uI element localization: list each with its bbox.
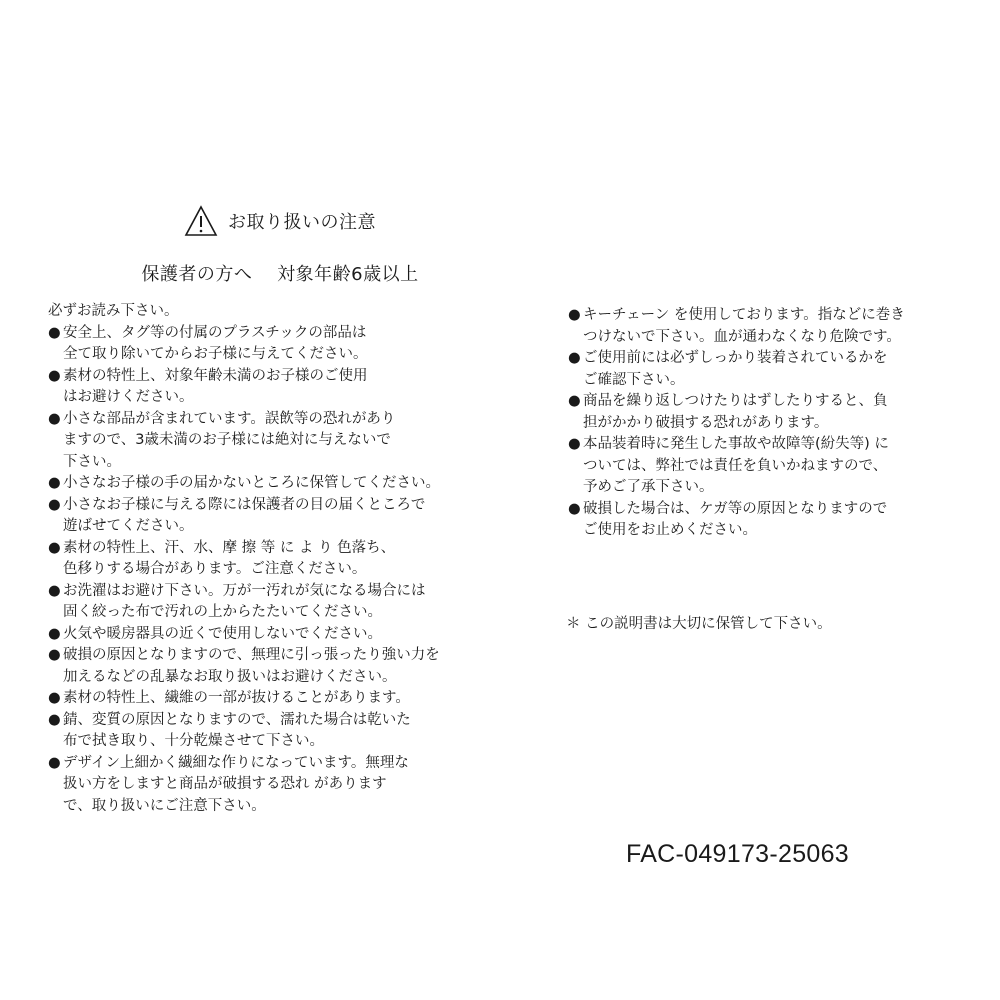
item-text: キーチェーン を使用しております。指などに巻き: [583, 307, 905, 323]
item-text: 商品を繰り返しつけたりはずしたりすると、負: [583, 393, 888, 409]
item-text: 素材の特性上、繊維の一部が抜けることがあります。: [63, 690, 410, 706]
item-text: 下さい。: [63, 453, 121, 470]
item-text: 素材の特性上、対象年齢未満のお子様のご使用: [63, 367, 368, 384]
list-item: [48, 710, 488, 753]
list-item: [48, 581, 488, 624]
list-item: [48, 538, 488, 581]
item-text: デザイン上細かく繊細な作りになっています。無理な: [63, 754, 409, 771]
right-notes: [568, 305, 968, 542]
item-text: ますので、3歳未満のお子様には絶対に与えないで: [63, 432, 391, 448]
item-text: 破損の原因となりますので、無理に引っ張ったり強い力を: [63, 647, 440, 663]
item-text: ご確認下さい。: [583, 371, 685, 388]
keep-manual-note: ＊ この説明書は大切に保管して下さい。: [566, 616, 832, 632]
bullet-icon: ●: [568, 500, 581, 517]
item-text: で、取り扱いにご注意下さい。: [63, 797, 266, 814]
item-text: 安全上、タグ等の付属のプラスチックの部品は: [63, 324, 367, 341]
bullet-icon: ●: [48, 496, 61, 513]
list-item: [48, 645, 488, 688]
item-text: 錆、変質の原因となりますので、濡れた場合は乾いた: [63, 711, 411, 728]
item-text: 扱い方をしますと商品が破損する恐れ があります: [63, 776, 387, 792]
item-text: 小さなお子様の手の届かないところに保管してください。: [63, 475, 440, 491]
left-notes: [48, 301, 488, 817]
bullet-icon: ●: [48, 367, 61, 384]
bullet-icon: ●: [48, 410, 61, 427]
bullet-icon: ●: [568, 436, 581, 452]
item-text: お洗濯はお避け下さい。万が一汚れが気になる場合には: [63, 582, 426, 599]
item-text: 担がかかり破損する恐れがあります。: [583, 414, 829, 431]
item-text: ご使用をお止めください。: [583, 522, 757, 538]
bullet-icon: ●: [568, 350, 581, 366]
item-text: 小さな部品が含まれています。誤飲等の恐れがあり: [63, 410, 396, 427]
list-item: [568, 348, 968, 391]
list-item: [48, 753, 488, 818]
item-text: 火気や暖房器具の近くで使用しないでください。: [63, 625, 382, 642]
list-item: [568, 391, 968, 434]
intro-text: 必ずお読み下さい。: [48, 303, 179, 319]
item-text: 固く絞った布で汚れの上からたたいてください。: [63, 604, 382, 620]
bullet-icon: ●: [48, 475, 61, 491]
item-text: 全て取り除いてからお子様に与えてください。: [63, 346, 368, 362]
list-item: [48, 688, 488, 710]
bullet-icon: ●: [48, 647, 61, 663]
item-text: 破損した場合は、ケガ等の原因となりますので: [583, 500, 888, 517]
list-item: [48, 624, 488, 646]
item-text: ご使用前には必ずしっかり装着されているかを: [583, 350, 888, 366]
bullet-icon: ●: [48, 625, 61, 642]
list-item: [568, 499, 968, 542]
header: [0, 205, 560, 237]
product-code: FAC-049173-25063: [626, 840, 850, 868]
bullet-icon: ●: [48, 582, 61, 599]
warning-triangle-icon: [184, 205, 218, 237]
bullet-icon: ●: [568, 307, 581, 323]
bullet-icon: ●: [48, 711, 61, 728]
list-item: [568, 305, 968, 348]
item-text: 布で拭き取り、十分乾燥させて下さい。: [63, 733, 324, 749]
item-text: つけないで下さい。血が通わなくなり危険です。: [583, 328, 901, 345]
item-text: 小さなお子様に与える際には保護者の目の届くところで: [63, 496, 426, 513]
item-text: 素材の特性上、汗、水、摩 擦 等 に よ り 色落ち、: [63, 539, 396, 556]
bullet-icon: ●: [568, 393, 581, 409]
page-title: お取り扱いの注意: [228, 212, 376, 233]
item-text: 遊ばせてください。: [63, 518, 194, 534]
bullet-icon: ●: [48, 690, 61, 706]
page-subtitle: 保護者の方へ 対象年齢6歳以上: [141, 264, 419, 285]
bullet-icon: ●: [48, 754, 61, 771]
item-text: 加えるなどの乱暴なお取り扱いはお避けください。: [63, 668, 397, 685]
bullet-icon: ●: [48, 539, 61, 556]
bullet-icon: ●: [48, 324, 61, 341]
item-text: ついては、弊社では責任を負いかねますので、: [583, 457, 888, 474]
list-item: [48, 495, 488, 538]
item-text: はお避けください。: [63, 389, 194, 405]
list-item: [568, 434, 968, 499]
list-item: [48, 409, 488, 474]
item-text: 色移りする場合があります。ご注意ください。: [63, 561, 367, 577]
list-item: [48, 366, 488, 409]
item-text: 予めご了承下さい。: [583, 479, 714, 495]
list-item: [48, 473, 488, 495]
list-item: [48, 323, 488, 366]
item-text: 本品装着時に発生した事故や故障等(紛失等) に: [583, 436, 889, 452]
